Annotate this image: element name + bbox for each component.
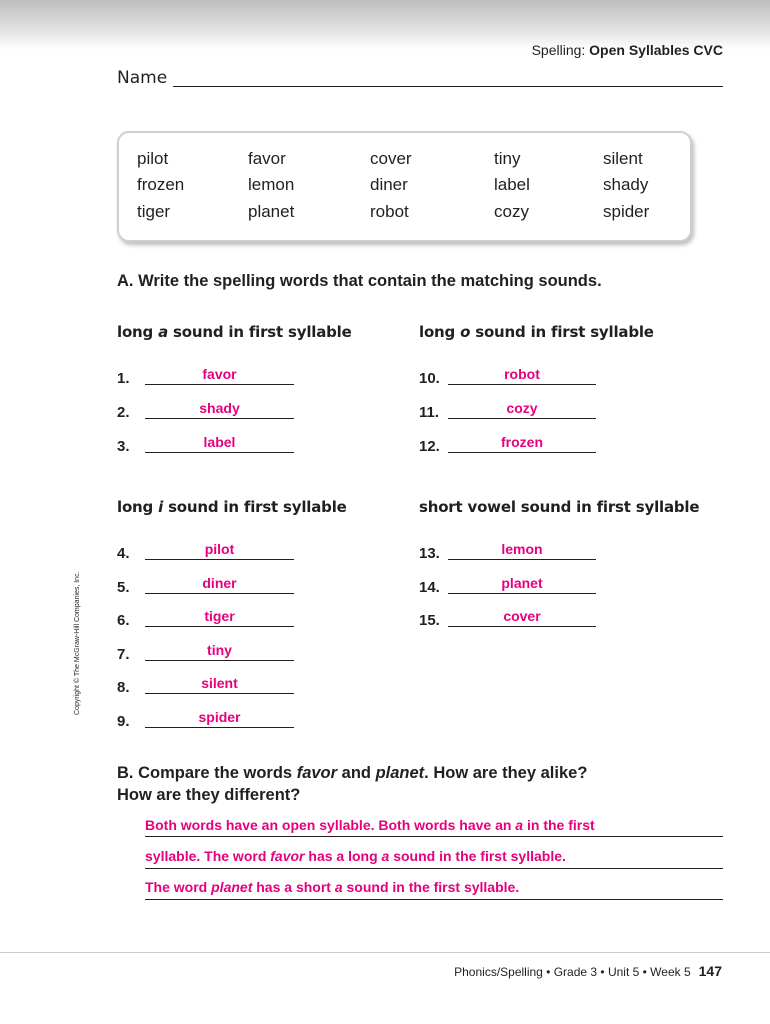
word-bank-word: favor [248,149,286,168]
answer-item [419,365,596,385]
answer-text: favor [202,366,237,382]
item-number: 2. [117,404,130,421]
answer-text: label [203,434,236,450]
answer-line[interactable] [145,626,294,627]
answer-line[interactable] [145,452,294,453]
answer-text: silent [201,675,238,691]
answer-item [117,607,294,627]
answer-item [419,399,596,419]
word-bank-word: tiger [137,202,171,221]
answer-text: planet [501,575,543,591]
answer-text: tiger [204,608,235,624]
answer-line[interactable] [448,559,596,560]
answer-text: pilot [204,541,235,557]
name-field[interactable] [173,86,723,87]
item-number: 15. [419,612,440,629]
name-label: Name [117,68,168,88]
page-footer [454,963,722,979]
item-number: 10. [419,370,440,387]
answer-text: lemon [501,541,543,557]
item-number: 12. [419,438,440,455]
answer-text: cover [503,608,541,624]
answer-line[interactable] [145,727,294,728]
item-number: 5. [117,579,130,596]
page-header [532,42,723,58]
subheading-short-vowel: short vowel sound in first syllable [419,498,700,516]
answer-item [117,365,294,385]
answer-text: cozy [506,400,538,416]
word-bank-word: cover [370,149,412,168]
word-bank-word: frozen [137,175,185,194]
answer-text: tiny [207,642,232,658]
word-bank-word: spider [603,202,650,221]
answer-line[interactable] [145,593,294,594]
page-number: 147 [698,963,722,979]
answer-line[interactable] [448,626,596,627]
answer-item [117,399,294,419]
item-number: 14. [419,579,440,596]
word-bank-word: diner [370,175,408,194]
item-number: 9. [117,713,130,730]
header-prefix: Spelling: [531,42,586,58]
writing-line[interactable] [145,836,723,837]
answer-item [117,574,294,594]
section-b-answer-line-3: The word planet has a short a sound in the first syllable. [145,879,520,895]
writing-line[interactable] [145,899,723,900]
footer-divider [0,952,770,953]
word-bank-word: pilot [137,149,169,168]
answer-item [419,574,596,594]
answer-line[interactable] [448,384,596,385]
writing-line[interactable] [145,868,723,869]
item-number: 1. [117,370,130,387]
answer-text: spider [198,709,241,725]
answer-line[interactable] [448,452,596,453]
item-number: 6. [117,612,130,629]
item-number: 3. [117,438,130,455]
word-bank-word: robot [370,202,409,221]
subheading-long-i: long i sound in first syllable [117,498,347,516]
answer-item [117,708,294,728]
word-bank-word: label [494,175,530,194]
answer-line[interactable] [145,693,294,694]
subheading-long-o: long o sound in first syllable [419,323,654,341]
word-bank [117,131,692,242]
answer-item [117,540,294,560]
item-number: 11. [419,404,440,421]
answer-line[interactable] [145,384,294,385]
subheading-long-a: long a sound in first syllable [117,323,352,341]
answer-item [419,607,596,627]
word-bank-word: shady [603,175,649,194]
answer-item [419,433,596,453]
answer-item [117,641,294,661]
word-bank-word: planet [248,202,295,221]
answer-line[interactable] [448,593,596,594]
section-b-answer-line-2: syllable. The word favor has a long a sound in the first syllable. [145,848,566,864]
answer-text: robot [504,366,540,382]
answer-text: diner [202,575,237,591]
copyright-notice: Copyright © The McGraw-Hill Companies, Inc. [74,571,81,715]
word-bank-word: silent [603,149,643,168]
item-number: 13. [419,545,440,562]
answer-text: shady [199,400,240,416]
answer-line[interactable] [145,418,294,419]
answer-line[interactable] [145,559,294,560]
header-title: Open Syllables CVC [589,42,723,58]
answer-item [117,433,294,453]
footer-text: Phonics/Spelling • Grade 3 • Unit 5 • Week 5 [454,965,691,979]
answer-line[interactable] [448,418,596,419]
name-row [117,66,723,88]
answer-text: frozen [501,434,543,450]
item-number: 8. [117,679,130,696]
section-b-answer-line-1: Both words have an open syllable. Both words have an a in the first [145,817,595,833]
word-bank-word: cozy [494,202,529,221]
item-number: 4. [117,545,130,562]
section-b-question: B. Compare the words favor and planet. How are they alike? How are they different? [117,764,588,804]
answer-item [117,674,294,694]
word-bank-word: tiny [494,149,521,168]
item-number: 7. [117,646,130,663]
answer-item [419,540,596,560]
section-a-heading: A. Write the spelling words that contain the matching sounds. [117,272,602,290]
answer-line[interactable] [145,660,294,661]
word-bank-word: lemon [248,175,295,194]
